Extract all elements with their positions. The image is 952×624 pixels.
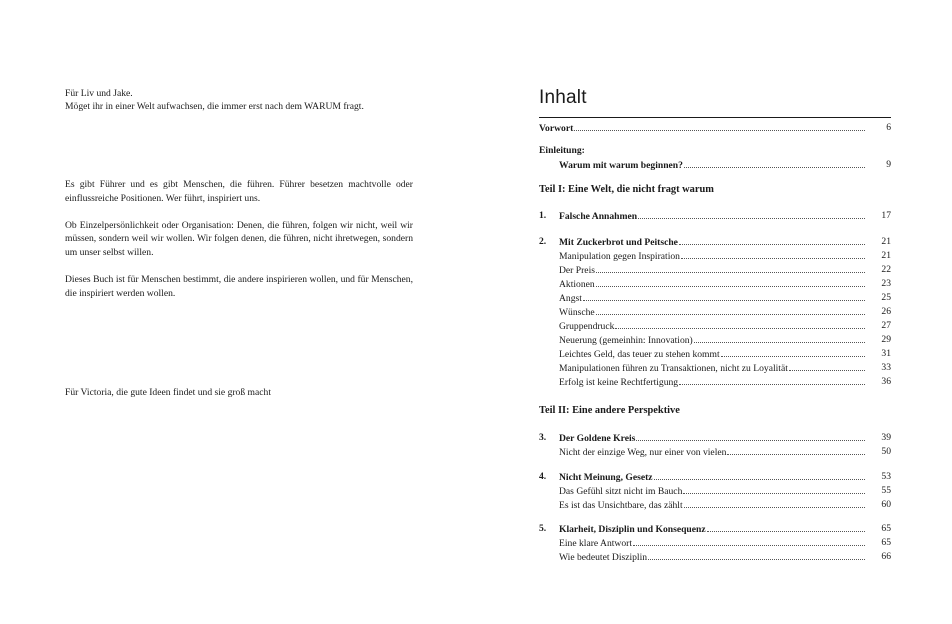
- toc-page-number: 60: [881, 499, 891, 510]
- toc-entry-title: Neuerung (gemeinhin: Innovation): [559, 335, 693, 346]
- toc-chapter-number: 4.: [539, 471, 547, 482]
- toc-subentry[interactable]: [539, 498, 891, 512]
- toc-part-heading: Teil I: Eine Welt, die nicht fragt warum: [539, 184, 714, 195]
- toc-subentry[interactable]: [539, 536, 891, 550]
- toc-entry-title: Der Preis: [559, 265, 595, 276]
- toc-entry-vorwort[interactable]: [539, 121, 891, 135]
- toc-page-number: 65: [881, 523, 891, 534]
- toc-page-number: 26: [881, 306, 891, 317]
- toc-page-number: 65: [881, 537, 891, 548]
- dot-leader: [681, 249, 865, 259]
- dot-leader: [679, 375, 865, 385]
- dot-leader: [615, 319, 865, 329]
- toc-subentry[interactable]: [539, 291, 891, 305]
- toc-entry-title: Manipulationen führen zu Transaktionen, nicht zu Loyalität: [559, 363, 788, 374]
- toc-entry-label: Einleitung:: [539, 145, 585, 156]
- dot-leader: [583, 291, 865, 301]
- dot-leader: [721, 347, 865, 357]
- toc-entry-title: Manipulation gegen Inspiration: [559, 251, 680, 262]
- toc-page-number: 36: [881, 376, 891, 387]
- toc-page-number: 31: [881, 348, 891, 359]
- dot-leader: [648, 550, 865, 560]
- dot-leader: [574, 121, 865, 131]
- toc-entry-title: Wie bedeutet Disziplin: [559, 552, 648, 563]
- toc-subentry[interactable]: [539, 347, 891, 361]
- motto-paragraph: Dieses Buch ist für Menschen bestimmt, die andere inspirieren wollen, und für Menschen, die inspiriert werden wollen.: [65, 274, 413, 299]
- dot-leader: [694, 333, 865, 343]
- toc-entry-title: Vorwort: [539, 123, 574, 134]
- toc-page-number: 17: [881, 210, 891, 221]
- toc-divider: [539, 117, 891, 118]
- dot-leader: [684, 498, 865, 508]
- toc-subentry[interactable]: [539, 333, 891, 347]
- toc-entry-title: Der Goldene Kreis: [559, 433, 636, 444]
- toc-subentry[interactable]: [539, 305, 891, 319]
- toc-page: [476, 0, 952, 624]
- toc-page-number: 50: [881, 446, 891, 457]
- dedication-line: Für Liv und Jake.: [65, 88, 133, 99]
- dot-leader: [683, 484, 865, 494]
- toc-entry-title: Es ist das Unsichtbare, das zählt: [559, 500, 683, 511]
- toc-page-number: 6: [886, 122, 891, 133]
- toc-chapter-2[interactable]: [539, 235, 891, 249]
- dot-leader: [633, 536, 865, 546]
- dot-leader: [596, 305, 865, 315]
- dot-leader: [654, 470, 865, 480]
- toc-entry-title: Wünsche: [559, 307, 595, 318]
- toc-entry-title: Mit Zuckerbrot und Peitsche: [559, 237, 678, 248]
- toc-part-heading: Teil II: Eine andere Perspektive: [539, 405, 680, 416]
- toc-entry-title: Nicht der einzige Weg, nur einer von vielen: [559, 447, 727, 458]
- toc-subentry[interactable]: [539, 361, 891, 375]
- dedication-victoria: Für Victoria, die gute Ideen findet und sie groß macht: [65, 387, 271, 398]
- dot-leader: [638, 209, 865, 219]
- toc-subentry[interactable]: [539, 484, 891, 498]
- toc-subentry[interactable]: [539, 445, 891, 459]
- dot-leader: [596, 277, 865, 287]
- dot-leader: [679, 235, 865, 245]
- toc-subentry[interactable]: [539, 550, 891, 564]
- toc-subentry[interactable]: [539, 263, 891, 277]
- dot-leader: [636, 431, 865, 441]
- dedication-line: Möget ihr in einer Welt aufwachsen, die immer erst nach dem WARUM fragt.: [65, 100, 364, 112]
- toc-subentry[interactable]: [539, 277, 891, 291]
- toc-page-number: 21: [881, 250, 891, 261]
- toc-entry-title: Aktionen: [559, 279, 595, 290]
- toc-page-number: 22: [881, 264, 891, 275]
- toc-entry-title: Leichtes Geld, das teuer zu stehen kommt: [559, 349, 720, 360]
- toc-entry-title: Angst: [559, 293, 582, 304]
- toc-title: Inhalt: [539, 87, 587, 108]
- motto-block: [65, 178, 413, 314]
- toc-page-number: 53: [881, 471, 891, 482]
- dot-leader: [596, 263, 865, 273]
- toc-entry-title: Das Gefühl sitzt nicht im Bauch: [559, 486, 683, 497]
- toc-page-number: 21: [881, 236, 891, 247]
- dot-leader: [684, 158, 865, 168]
- toc-entry-einleitung[interactable]: [539, 158, 891, 172]
- toc-subentry[interactable]: [539, 249, 891, 263]
- toc-page-number: 27: [881, 320, 891, 331]
- toc-entry-title: Eine klare Antwort: [559, 538, 632, 549]
- toc-page-number: 66: [881, 551, 891, 562]
- motto-paragraph: Ob Einzelpersönlichkeit oder Organisation: Denen, die führen, folgen wir nicht, weil wir müssen, sondern weil wir wollen. Wir folgen denen, die führen, nicht ihretwegen, sondern um unser selbst willen.: [65, 219, 413, 258]
- toc-page-number: 9: [886, 159, 891, 170]
- toc-chapter-5[interactable]: [539, 522, 891, 536]
- toc-page-number: 33: [881, 362, 891, 373]
- toc-chapter-number: 5.: [539, 523, 547, 534]
- toc-entry-title: Warum mit warum beginnen?: [559, 160, 683, 171]
- toc-entry-title: Erfolg ist keine Rechtfertigung: [559, 377, 679, 388]
- toc-chapter-number: 2.: [539, 236, 547, 247]
- dedication-children: [65, 88, 415, 113]
- toc-entry-title: Gruppendruck: [559, 321, 615, 332]
- toc-chapter-number: 3.: [539, 432, 547, 443]
- toc-subentry[interactable]: [539, 319, 891, 333]
- dot-leader: [727, 445, 865, 455]
- toc-chapter-number: 1.: [539, 210, 547, 221]
- toc-entry-einleitung-label: [539, 144, 891, 158]
- toc-page-number: 23: [881, 278, 891, 289]
- toc-subentry[interactable]: [539, 375, 891, 389]
- toc-page-number: 25: [881, 292, 891, 303]
- toc-entry-title: Nicht Meinung, Gesetz: [559, 472, 653, 483]
- motto-paragraph: Es gibt Führer und es gibt Menschen, die führen. Führer besetzen machtvolle oder einflussreiche Positionen. Wer führt, inspiriert uns.: [65, 179, 413, 204]
- toc-chapter-4[interactable]: [539, 470, 891, 484]
- toc-chapter-3[interactable]: [539, 431, 891, 445]
- toc-page-number: 39: [881, 432, 891, 443]
- toc-page-number: 55: [881, 485, 891, 496]
- toc-entry-title: Falsche Annahmen: [559, 211, 638, 222]
- toc-page-number: 29: [881, 334, 891, 345]
- dot-leader: [707, 522, 865, 532]
- dot-leader: [789, 361, 865, 371]
- toc-entry-title: Klarheit, Disziplin und Konsequenz: [559, 524, 706, 535]
- toc-chapter-1[interactable]: [539, 209, 891, 223]
